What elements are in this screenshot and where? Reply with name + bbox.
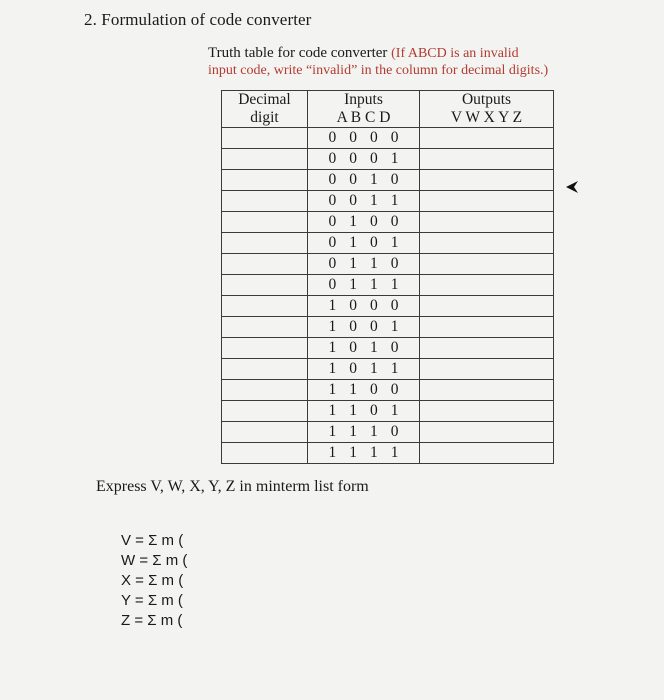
input-bit: 1 xyxy=(328,339,337,356)
input-bit-label: B xyxy=(350,109,362,126)
table-row xyxy=(222,212,554,233)
input-bit: 1 xyxy=(328,381,337,398)
table-row xyxy=(222,296,554,317)
input-bit: 1 xyxy=(390,444,399,461)
table-caption xyxy=(208,45,568,79)
input-bit: 1 xyxy=(349,444,357,461)
decimal-cell[interactable] xyxy=(222,275,308,296)
input-bit: 1 xyxy=(390,150,399,167)
equations-list xyxy=(121,531,187,631)
input-bit: 1 xyxy=(328,423,337,440)
input-bit: 0 xyxy=(328,192,337,209)
outputs-cell[interactable] xyxy=(420,359,554,380)
inputs-cell xyxy=(308,422,420,443)
input-bit: 0 xyxy=(349,192,357,209)
input-bit: 1 xyxy=(390,192,399,209)
inputs-cell xyxy=(308,254,420,275)
input-bit: 1 xyxy=(349,402,357,419)
inputs-cell xyxy=(308,191,420,212)
outputs-cell[interactable] xyxy=(420,149,554,170)
outputs-header: Outputs V W X Y Z xyxy=(420,91,554,128)
input-bit: 0 xyxy=(349,129,357,146)
equation-v: V = Σ m ( xyxy=(121,532,184,549)
table-header-row xyxy=(222,91,554,128)
table-row xyxy=(222,149,554,170)
output-bit-label: W xyxy=(465,109,480,126)
input-bit: 1 xyxy=(349,213,357,230)
inputs-cell xyxy=(308,275,420,296)
equation-y: Y = Σ m ( xyxy=(121,592,183,609)
outputs-cell[interactable] xyxy=(420,317,554,338)
inputs-cell xyxy=(308,443,420,464)
input-bit: 0 xyxy=(349,318,357,335)
decimal-cell[interactable] xyxy=(222,422,308,443)
input-bit: 1 xyxy=(390,360,399,377)
inputs-header: Inputs A B C D xyxy=(308,91,420,128)
caption-note: (If ABCD is an invalid xyxy=(391,46,519,61)
input-bit: 1 xyxy=(349,255,357,272)
decimal-cell[interactable] xyxy=(222,191,308,212)
input-bit: 0 xyxy=(390,381,399,398)
output-bit-label: Y xyxy=(498,109,509,126)
outputs-cell[interactable] xyxy=(420,170,554,191)
input-bit: 0 xyxy=(390,213,399,230)
input-bit: 1 xyxy=(328,402,337,419)
input-bit: 0 xyxy=(370,150,378,167)
input-bit: 0 xyxy=(349,171,357,188)
inputs-cell xyxy=(308,380,420,401)
input-bit: 0 xyxy=(349,150,357,167)
input-bit: 0 xyxy=(328,213,337,230)
input-bit: 1 xyxy=(370,339,378,356)
table-row xyxy=(222,401,554,422)
caption-main: Truth table for code converter xyxy=(208,45,388,61)
input-bit: 0 xyxy=(328,171,337,188)
table-row xyxy=(222,422,554,443)
input-bit: 0 xyxy=(370,234,378,251)
input-bit: 1 xyxy=(349,423,357,440)
truth-table xyxy=(221,90,554,464)
input-bit: 0 xyxy=(370,402,378,419)
input-bit: 0 xyxy=(370,297,378,314)
decimal-cell[interactable] xyxy=(222,254,308,275)
input-bit: 0 xyxy=(328,150,337,167)
equation-x: X = Σ m ( xyxy=(121,572,184,589)
output-bit-label: Z xyxy=(512,109,523,126)
input-bit: 1 xyxy=(328,360,337,377)
table-row xyxy=(222,275,554,296)
input-bit: 1 xyxy=(349,276,357,293)
table-row xyxy=(222,233,554,254)
input-bit: 1 xyxy=(390,276,399,293)
table-row xyxy=(222,170,554,191)
inputs-cell xyxy=(308,317,420,338)
input-bit: 1 xyxy=(328,444,337,461)
input-bit: 0 xyxy=(390,423,399,440)
inputs-cell xyxy=(308,338,420,359)
input-bit: 0 xyxy=(349,297,357,314)
inputs-cell xyxy=(308,233,420,254)
outputs-cell[interactable] xyxy=(420,422,554,443)
outputs-cell[interactable] xyxy=(420,443,554,464)
input-bit: 1 xyxy=(349,234,357,251)
input-bit: 0 xyxy=(370,381,378,398)
equation-w: W = Σ m ( xyxy=(121,552,188,569)
table-row xyxy=(222,443,554,464)
input-bit: 1 xyxy=(370,192,378,209)
output-bit-label: X xyxy=(483,109,495,126)
input-bit: 1 xyxy=(328,318,337,335)
input-bit: 0 xyxy=(349,360,357,377)
inputs-cell xyxy=(308,401,420,422)
mouse-pointer-icon xyxy=(565,180,579,194)
outputs-cell[interactable] xyxy=(420,191,554,212)
decimal-cell[interactable] xyxy=(222,170,308,191)
input-bit: 1 xyxy=(390,234,399,251)
input-bit: 1 xyxy=(370,423,378,440)
output-bit-label: V xyxy=(450,109,462,126)
outputs-cell[interactable] xyxy=(420,401,554,422)
table-row xyxy=(222,191,554,212)
input-bit: 0 xyxy=(328,255,337,272)
inputs-cell xyxy=(308,212,420,233)
outputs-cell[interactable] xyxy=(420,128,554,149)
outputs-cell[interactable] xyxy=(420,212,554,233)
decimal-cell[interactable] xyxy=(222,149,308,170)
decimal-cell[interactable] xyxy=(222,359,308,380)
outputs-cell[interactable] xyxy=(420,233,554,254)
table-row xyxy=(222,380,554,401)
input-bit: 0 xyxy=(370,213,378,230)
decimal-header: Decimal digit xyxy=(222,91,308,128)
decimal-cell[interactable] xyxy=(222,338,308,359)
input-bit: 1 xyxy=(349,381,357,398)
table-row xyxy=(222,317,554,338)
input-bit: 0 xyxy=(390,171,399,188)
input-bit: 0 xyxy=(390,297,399,314)
express-instruction: Express V, W, X, Y, Z in minterm list form xyxy=(96,478,369,495)
caption-note-cont: input code, write “invalid” in the column for decimal digits.) xyxy=(208,63,549,78)
table-row xyxy=(222,338,554,359)
table-row xyxy=(222,128,554,149)
input-bit: 0 xyxy=(390,129,399,146)
decimal-cell[interactable] xyxy=(222,443,308,464)
input-bit-label: A xyxy=(336,109,347,126)
input-bit: 1 xyxy=(328,297,337,314)
input-bit: 0 xyxy=(370,318,378,335)
decimal-cell[interactable] xyxy=(222,212,308,233)
decimal-cell[interactable] xyxy=(222,317,308,338)
input-bit: 0 xyxy=(370,129,378,146)
decimal-cell[interactable] xyxy=(222,128,308,149)
input-bit: 1 xyxy=(390,318,399,335)
input-bit: 1 xyxy=(390,402,399,419)
input-bit: 0 xyxy=(328,276,337,293)
decimal-cell[interactable] xyxy=(222,401,308,422)
input-bit-label: D xyxy=(379,109,391,126)
equation-z: Z = Σ m ( xyxy=(121,612,183,629)
inputs-cell xyxy=(308,296,420,317)
inputs-cell xyxy=(308,128,420,149)
decimal-cell[interactable] xyxy=(222,233,308,254)
input-bit: 0 xyxy=(328,234,337,251)
decimal-cell[interactable] xyxy=(222,380,308,401)
outputs-cell[interactable] xyxy=(420,275,554,296)
outputs-cell[interactable] xyxy=(420,380,554,401)
input-bit: 0 xyxy=(328,129,337,146)
input-bit-label: C xyxy=(365,109,376,126)
table-row xyxy=(222,359,554,380)
input-bit: 0 xyxy=(349,339,357,356)
outputs-cell[interactable] xyxy=(420,296,554,317)
outputs-cell[interactable] xyxy=(420,254,554,275)
input-bit: 1 xyxy=(370,360,378,377)
inputs-cell xyxy=(308,170,420,191)
decimal-cell[interactable] xyxy=(222,296,308,317)
input-bit: 1 xyxy=(370,171,378,188)
input-bit: 1 xyxy=(370,255,378,272)
input-bit: 0 xyxy=(390,339,399,356)
problem-title: 2. Formulation of code converter xyxy=(84,10,312,29)
input-bit: 1 xyxy=(370,276,378,293)
outputs-cell[interactable] xyxy=(420,338,554,359)
input-bit: 0 xyxy=(390,255,399,272)
input-bit: 1 xyxy=(370,444,378,461)
inputs-cell xyxy=(308,359,420,380)
inputs-cell xyxy=(308,149,420,170)
table-row xyxy=(222,254,554,275)
